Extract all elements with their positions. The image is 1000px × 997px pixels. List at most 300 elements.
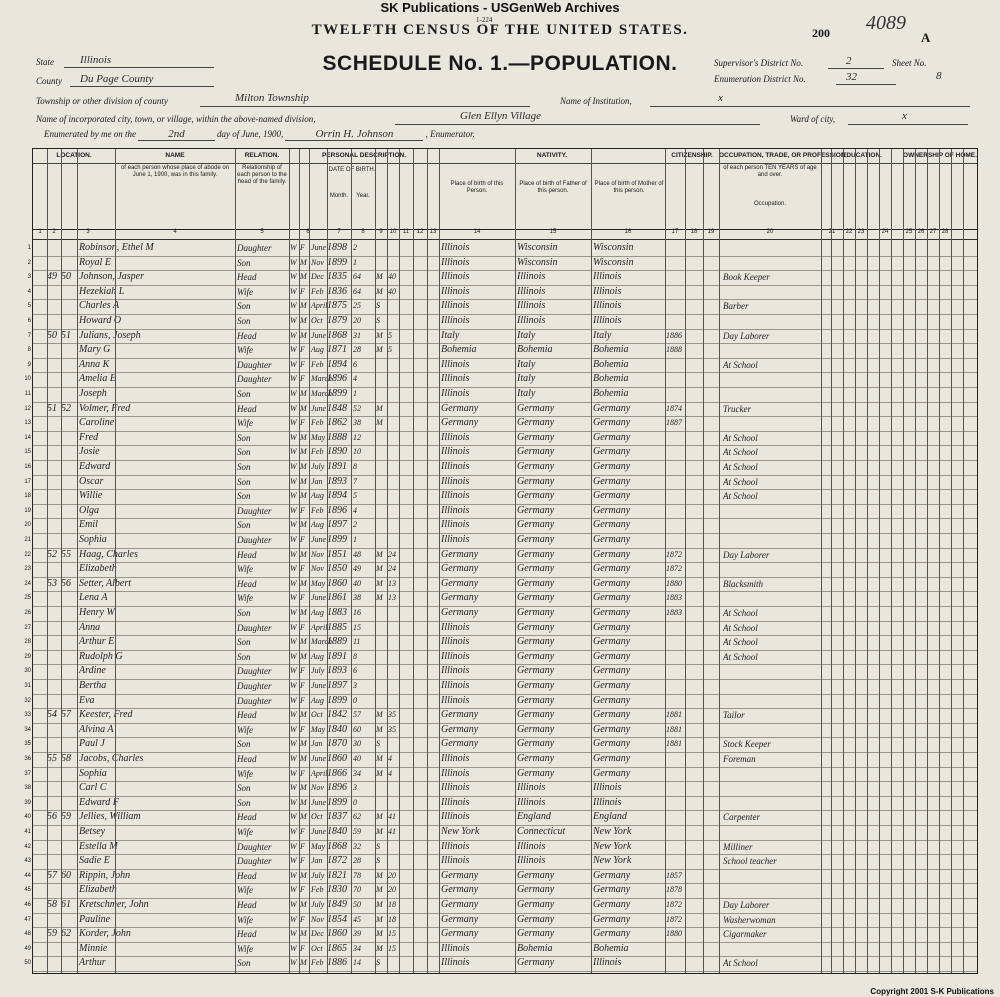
- occupation-cell: [723, 723, 819, 738]
- table-row: [24, 504, 977, 520]
- dwelling-number-cell: [47, 343, 61, 358]
- years-married-cell: [388, 840, 399, 855]
- color-cell: W: [290, 243, 297, 252]
- incorporated-value: Glen Ellyn Village: [460, 110, 542, 122]
- family-number-cell: [61, 445, 77, 460]
- occupation-cell: Trucker: [723, 403, 751, 414]
- sex-cell: M: [300, 476, 307, 486]
- birthplace-cell: Illinois: [441, 782, 470, 794]
- family-number-cell: [61, 475, 77, 490]
- family-number-cell: [61, 387, 77, 402]
- birthplace-cell: Illinois: [441, 811, 470, 823]
- table-row: [24, 431, 977, 447]
- row-number: 39: [24, 799, 31, 806]
- relation-cell: Head: [237, 330, 257, 341]
- years-married-cell: 5: [388, 330, 392, 340]
- state-value: Illinois: [80, 54, 112, 66]
- family-number-cell: 60: [61, 869, 71, 881]
- occupation-cell: At School: [723, 637, 758, 648]
- dwelling-number-cell: [47, 825, 61, 840]
- marital-status-cell: S: [376, 856, 380, 866]
- birth-month-cell: Nov: [311, 783, 324, 793]
- occupation-cell: Carpenter: [723, 812, 760, 823]
- years-married-cell: [388, 796, 399, 811]
- marital-status-cell: [376, 679, 387, 694]
- family-number-cell: [61, 650, 77, 665]
- dwelling-number-cell: [47, 372, 61, 387]
- dwelling-number-cell: [47, 854, 61, 869]
- relation-cell: Head: [237, 710, 257, 721]
- mother-birthplace-cell: Germany: [593, 738, 631, 750]
- sex-cell: F: [300, 418, 305, 428]
- column-divider: [427, 149, 428, 973]
- birthplace-cell: New York: [441, 826, 480, 837]
- family-number-cell: [61, 694, 77, 709]
- enumerator-label: , Enumerator.: [425, 129, 475, 139]
- column-divider: [719, 149, 720, 973]
- person-name-cell: Volmer, Fred: [79, 402, 131, 414]
- color-cell: W: [290, 827, 297, 836]
- color-cell: W: [290, 316, 297, 325]
- occupation-cell: At School: [723, 651, 758, 662]
- color-cell: W: [290, 578, 297, 588]
- birthplace-cell: Germany: [441, 548, 479, 560]
- occupation-cell: [723, 869, 819, 884]
- birth-month-cell: Aug: [311, 345, 324, 355]
- enumeration-label: Enumeration District No.: [714, 74, 806, 84]
- dwelling-number-cell: [47, 796, 61, 811]
- father-birthplace-cell: Illinois: [517, 796, 546, 808]
- age-cell: 39: [353, 929, 361, 939]
- birth-month-cell: June: [311, 681, 327, 690]
- years-married-cell: [388, 372, 399, 387]
- person-name-cell: Minnie: [79, 942, 108, 954]
- age-cell: 3: [353, 783, 357, 793]
- marital-status-cell: [376, 621, 387, 636]
- birth-year-cell: 1899: [327, 388, 347, 399]
- relation-cell: Son: [237, 651, 251, 662]
- table-row: [24, 781, 977, 797]
- row-number: 8: [27, 347, 31, 354]
- sex-cell: M: [300, 491, 307, 501]
- immigration-year-cell: [666, 942, 685, 957]
- mother-birthplace-cell: Germany: [593, 767, 631, 779]
- color-cell: W: [290, 257, 297, 267]
- family-number-cell: [61, 533, 77, 548]
- birth-month-cell: Jan: [311, 856, 323, 866]
- sex-cell: F: [300, 885, 305, 895]
- age-cell: 38: [353, 418, 361, 428]
- relation-cell: Daughter: [237, 841, 272, 852]
- age-cell: 50: [353, 900, 361, 909]
- birthplace-cell: Germany: [441, 607, 479, 618]
- birthplace-cell: Illinois: [441, 475, 470, 487]
- occupation-cell: At School: [723, 359, 758, 370]
- marital-status-cell: [376, 694, 387, 709]
- table-row: [27, 329, 977, 345]
- row-number: 40: [24, 814, 31, 821]
- birth-year-cell: 1897: [327, 519, 347, 531]
- relation-cell: Wife: [237, 768, 253, 779]
- relation-cell: Head: [237, 900, 257, 910]
- table-row: [24, 825, 977, 841]
- age-cell: 38: [353, 593, 361, 603]
- birthplace-cell: Illinois: [441, 680, 470, 691]
- dwelling-number-cell: [47, 285, 61, 300]
- occupation-cell: [723, 314, 819, 329]
- marital-status-cell: M: [376, 900, 383, 909]
- immigration-year-cell: [666, 270, 685, 285]
- person-name-cell: Ardine: [79, 665, 106, 677]
- father-birthplace-cell: Germany: [517, 694, 555, 706]
- supervisor-label: Supervisor's District No.: [714, 58, 804, 68]
- sex-cell: M: [300, 783, 307, 793]
- person-name-cell: Edward F: [79, 796, 119, 808]
- sex-cell: F: [300, 345, 305, 355]
- father-birthplace-cell: Germany: [517, 680, 555, 691]
- immigration-year-cell: [666, 372, 685, 387]
- row-number: 20: [24, 522, 31, 529]
- mother-birthplace-cell: Wisconsin: [593, 256, 634, 268]
- person-name-cell: Mary G: [79, 344, 111, 356]
- birth-month-cell: April: [311, 768, 328, 778]
- immigration-year-cell: 1886: [666, 330, 682, 340]
- family-number-cell: [61, 781, 77, 796]
- dwelling-number-cell: [47, 562, 61, 577]
- mother-birthplace-cell: Germany: [593, 417, 631, 429]
- person-name-cell: Carl C: [79, 782, 107, 794]
- marital-status-cell: [376, 460, 387, 475]
- birthplace-cell: Germany: [441, 709, 479, 721]
- immigration-year-cell: [666, 752, 685, 767]
- immigration-year-cell: [666, 796, 685, 811]
- row-number: 12: [24, 405, 31, 412]
- birthplace-cell: Germany: [441, 884, 479, 896]
- father-birthplace-cell: Germany: [517, 738, 555, 750]
- birth-month-cell: March: [311, 637, 333, 647]
- years-married-cell: 24: [388, 564, 396, 574]
- family-number-cell: [61, 562, 77, 577]
- occupation-cell: [723, 883, 819, 898]
- column-divider: [351, 149, 352, 973]
- column-divider: [867, 149, 868, 973]
- birth-month-cell: Feb: [311, 359, 324, 369]
- occupation-cell: At School: [723, 462, 758, 472]
- enumerated-prefix: Enumerated by me on the: [44, 129, 136, 139]
- header-occupation-desc: of each person TEN YEARS of age and over.: [723, 165, 817, 178]
- father-birthplace-cell: Germany: [517, 519, 555, 531]
- immigration-year-cell: 1872: [666, 564, 682, 574]
- family-number-cell: [61, 635, 77, 650]
- color-cell: W: [290, 374, 297, 384]
- table-row: [24, 840, 977, 856]
- color-cell: W: [290, 870, 297, 880]
- birthplace-cell: Illinois: [441, 358, 470, 370]
- color-cell: W: [290, 710, 297, 720]
- occupation-cell: At School: [723, 958, 758, 969]
- occupation-cell: [723, 533, 819, 548]
- birth-month-cell: Oct: [311, 710, 323, 720]
- sex-cell: M: [300, 447, 307, 457]
- birth-year-cell: 1896: [327, 504, 347, 516]
- immigration-year-cell: [666, 694, 685, 709]
- township-label: Township or other division of county: [36, 96, 168, 106]
- dwelling-number-cell: [47, 299, 61, 314]
- person-name-cell: Rippin, John: [79, 869, 131, 881]
- sex-cell: M: [300, 754, 307, 763]
- color-cell: W: [290, 535, 297, 544]
- immigration-year-cell: [666, 650, 685, 665]
- father-birthplace-cell: Germany: [517, 621, 555, 633]
- years-married-cell: [388, 402, 399, 417]
- marital-status-cell: S: [376, 316, 380, 325]
- birthplace-cell: Illinois: [441, 271, 470, 283]
- birthplace-cell: Illinois: [441, 242, 470, 253]
- mother-birthplace-cell: Bohemia: [593, 358, 629, 370]
- table-row: [24, 694, 977, 710]
- dwelling-number-cell: [47, 723, 61, 738]
- years-married-cell: 4: [388, 768, 392, 778]
- years-married-cell: 5: [388, 345, 392, 355]
- birthplace-cell: Illinois: [441, 315, 470, 326]
- age-cell: 70: [353, 885, 361, 895]
- mother-birthplace-cell: Germany: [593, 621, 631, 633]
- group-ownership: OWNERSHIP OF HOME.: [903, 149, 977, 164]
- occupation-cell: [723, 387, 819, 402]
- row-number: 22: [24, 551, 31, 558]
- dwelling-number-cell: [47, 241, 61, 256]
- age-cell: 20: [353, 316, 361, 325]
- sex-cell: F: [300, 681, 305, 690]
- immigration-year-cell: 1872: [666, 900, 682, 909]
- birth-month-cell: June: [311, 827, 327, 836]
- dwelling-number-cell: [47, 358, 61, 373]
- person-name-cell: Charles A: [79, 300, 120, 312]
- color-cell: W: [290, 914, 297, 924]
- sex-cell: F: [300, 374, 305, 384]
- family-number-cell: [61, 796, 77, 811]
- age-cell: 64: [353, 286, 361, 296]
- marital-status-cell: M: [376, 418, 383, 428]
- age-cell: 16: [353, 608, 361, 617]
- mother-birthplace-cell: Illinois: [593, 285, 622, 297]
- occupation-cell: Tailor: [723, 710, 745, 721]
- header-year: Year.: [356, 193, 370, 199]
- father-birthplace-cell: Germany: [517, 884, 555, 896]
- immigration-year-cell: [666, 825, 685, 840]
- column-divider: [685, 149, 686, 973]
- birthplace-cell: Germany: [441, 417, 479, 429]
- birth-month-cell: May: [311, 578, 326, 588]
- relation-cell: Wife: [237, 943, 253, 954]
- sex-cell: M: [300, 608, 307, 617]
- sex-cell: M: [300, 462, 307, 471]
- marital-status-cell: [376, 606, 387, 621]
- age-cell: 2: [353, 520, 357, 530]
- birth-month-cell: Feb: [311, 286, 324, 296]
- immigration-year-cell: 1881: [666, 710, 682, 720]
- marital-status-cell: [376, 650, 387, 665]
- years-married-cell: [388, 358, 399, 373]
- birth-year-cell: 1899: [327, 694, 347, 706]
- color-cell: W: [290, 447, 297, 457]
- mother-birthplace-cell: Germany: [593, 431, 631, 443]
- table-row: [24, 650, 977, 666]
- occupation-cell: Stock Keeper: [723, 739, 771, 750]
- mother-birthplace-cell: Germany: [593, 563, 631, 575]
- birth-year-cell: 1871: [327, 344, 347, 356]
- years-married-cell: 40: [388, 272, 396, 282]
- occupation-cell: [723, 518, 819, 533]
- birth-year-cell: 1868: [327, 840, 347, 852]
- mother-birthplace-cell: Germany: [593, 607, 631, 618]
- dwelling-number-cell: [47, 679, 61, 694]
- birth-month-cell: Dec: [311, 272, 324, 282]
- marital-status-cell: [376, 372, 387, 387]
- birth-year-cell: 1836: [327, 285, 347, 297]
- age-cell: 5: [353, 491, 357, 501]
- marital-status-cell: [376, 256, 387, 271]
- enumerator-name: Orrin H. Johnson: [285, 128, 423, 141]
- color-cell: W: [290, 359, 297, 369]
- color-cell: W: [290, 856, 297, 866]
- person-name-cell: Arthur E: [79, 636, 115, 648]
- dwelling-number-cell: [47, 489, 61, 504]
- relation-cell: Son: [237, 739, 251, 750]
- header-birth-mother: Place of birth of Mother of this person.: [594, 181, 664, 194]
- birthplace-cell: Illinois: [441, 650, 470, 662]
- sex-cell: F: [300, 535, 305, 544]
- person-name-cell: Emil: [79, 519, 98, 531]
- sex-cell: F: [300, 724, 305, 734]
- father-birthplace-cell: Italy: [517, 358, 536, 370]
- age-cell: 3: [353, 681, 357, 690]
- row-number: 3: [27, 274, 31, 281]
- birth-month-cell: Jan: [311, 739, 323, 749]
- age-cell: 15: [353, 622, 361, 632]
- dwelling-number-cell: 49: [47, 271, 57, 283]
- table-row: [24, 664, 977, 680]
- mother-birthplace-cell: Germany: [593, 548, 631, 560]
- family-number-cell: [61, 285, 77, 300]
- row-number: 44: [24, 872, 31, 879]
- table-row: [24, 460, 977, 476]
- person-name-cell: Olga: [79, 504, 99, 516]
- birthplace-cell: Illinois: [441, 446, 470, 458]
- ward-line: [848, 124, 968, 125]
- family-number-cell: [61, 956, 77, 971]
- father-birthplace-cell: Germany: [517, 431, 555, 443]
- sex-cell: F: [300, 943, 305, 953]
- family-number-cell: [61, 621, 77, 636]
- birth-year-cell: 1872: [327, 855, 347, 867]
- birth-month-cell: Feb: [311, 505, 324, 515]
- marital-status-cell: S: [376, 301, 380, 311]
- color-cell: W: [290, 505, 297, 515]
- mother-birthplace-cell: Illinois: [593, 271, 622, 283]
- birth-month-cell: Nov: [311, 549, 324, 559]
- table-row: [27, 270, 977, 286]
- person-name-cell: Keester, Fred: [79, 709, 133, 721]
- birth-year-cell: 1879: [327, 315, 347, 326]
- birthplace-cell: Germany: [441, 577, 479, 589]
- column-number: 5: [260, 229, 264, 235]
- sex-cell: F: [300, 622, 305, 632]
- mother-birthplace-cell: Germany: [593, 490, 631, 502]
- column-number: 19: [707, 229, 715, 235]
- immigration-year-cell: [666, 533, 685, 548]
- father-birthplace-cell: Illinois: [517, 300, 546, 312]
- relation-cell: Son: [237, 797, 251, 808]
- immigration-year-cell: 1883: [666, 608, 682, 617]
- father-birthplace-cell: Germany: [517, 592, 555, 604]
- birth-year-cell: 1854: [327, 913, 347, 925]
- age-cell: 34: [353, 943, 361, 953]
- birth-year-cell: 1893: [327, 665, 347, 677]
- birth-year-cell: 1899: [327, 534, 347, 545]
- column-divider: [951, 149, 952, 973]
- row-number: 21: [24, 537, 31, 543]
- mother-birthplace-cell: Bohemia: [593, 942, 629, 954]
- age-cell: 2: [353, 243, 357, 252]
- color-cell: W: [290, 345, 297, 355]
- row-number: 41: [24, 829, 31, 835]
- column-divider: [515, 149, 516, 973]
- years-married-cell: [388, 445, 399, 460]
- person-name-cell: Arthur: [79, 957, 106, 969]
- years-married-cell: [388, 416, 399, 431]
- years-married-cell: [388, 387, 399, 402]
- birth-month-cell: June: [311, 243, 327, 252]
- table-row: [24, 548, 977, 564]
- ward-value: x: [902, 110, 907, 122]
- birth-month-cell: July: [311, 870, 325, 880]
- father-birthplace-cell: Germany: [517, 607, 555, 618]
- birth-year-cell: 1860: [327, 577, 347, 589]
- birth-month-cell: Aug: [311, 608, 324, 617]
- dwelling-number-cell: [47, 913, 61, 928]
- dwelling-number-cell: 54: [47, 709, 57, 721]
- mother-birthplace-cell: Germany: [593, 869, 631, 881]
- color-cell: W: [290, 330, 297, 340]
- father-birthplace-cell: Germany: [517, 534, 555, 545]
- table-row: [24, 854, 977, 870]
- sex-cell: F: [300, 505, 305, 515]
- row-number: 24: [24, 580, 31, 587]
- birth-year-cell: 1891: [327, 461, 347, 472]
- age-cell: 64: [353, 272, 361, 282]
- table-row: [24, 518, 977, 534]
- column-number: 3: [86, 229, 90, 235]
- immigration-year-cell: 1880: [666, 929, 682, 939]
- father-birthplace-cell: Germany: [517, 928, 555, 940]
- table-row: [27, 299, 977, 315]
- row-number: 18: [24, 493, 31, 500]
- supervisor-line: [828, 68, 884, 69]
- table-row: [24, 562, 977, 578]
- family-number-cell: 61: [61, 899, 71, 910]
- row-number: 47: [24, 916, 31, 923]
- years-married-cell: 15: [388, 943, 396, 953]
- family-number-cell: [61, 314, 77, 329]
- dwelling-number-cell: [47, 314, 61, 329]
- sex-cell: M: [300, 797, 307, 807]
- institution-line: [650, 106, 970, 107]
- table-row: [24, 810, 977, 826]
- row-number: 6: [27, 318, 31, 324]
- relation-cell: Daughter: [237, 243, 272, 253]
- table-row: [24, 387, 977, 403]
